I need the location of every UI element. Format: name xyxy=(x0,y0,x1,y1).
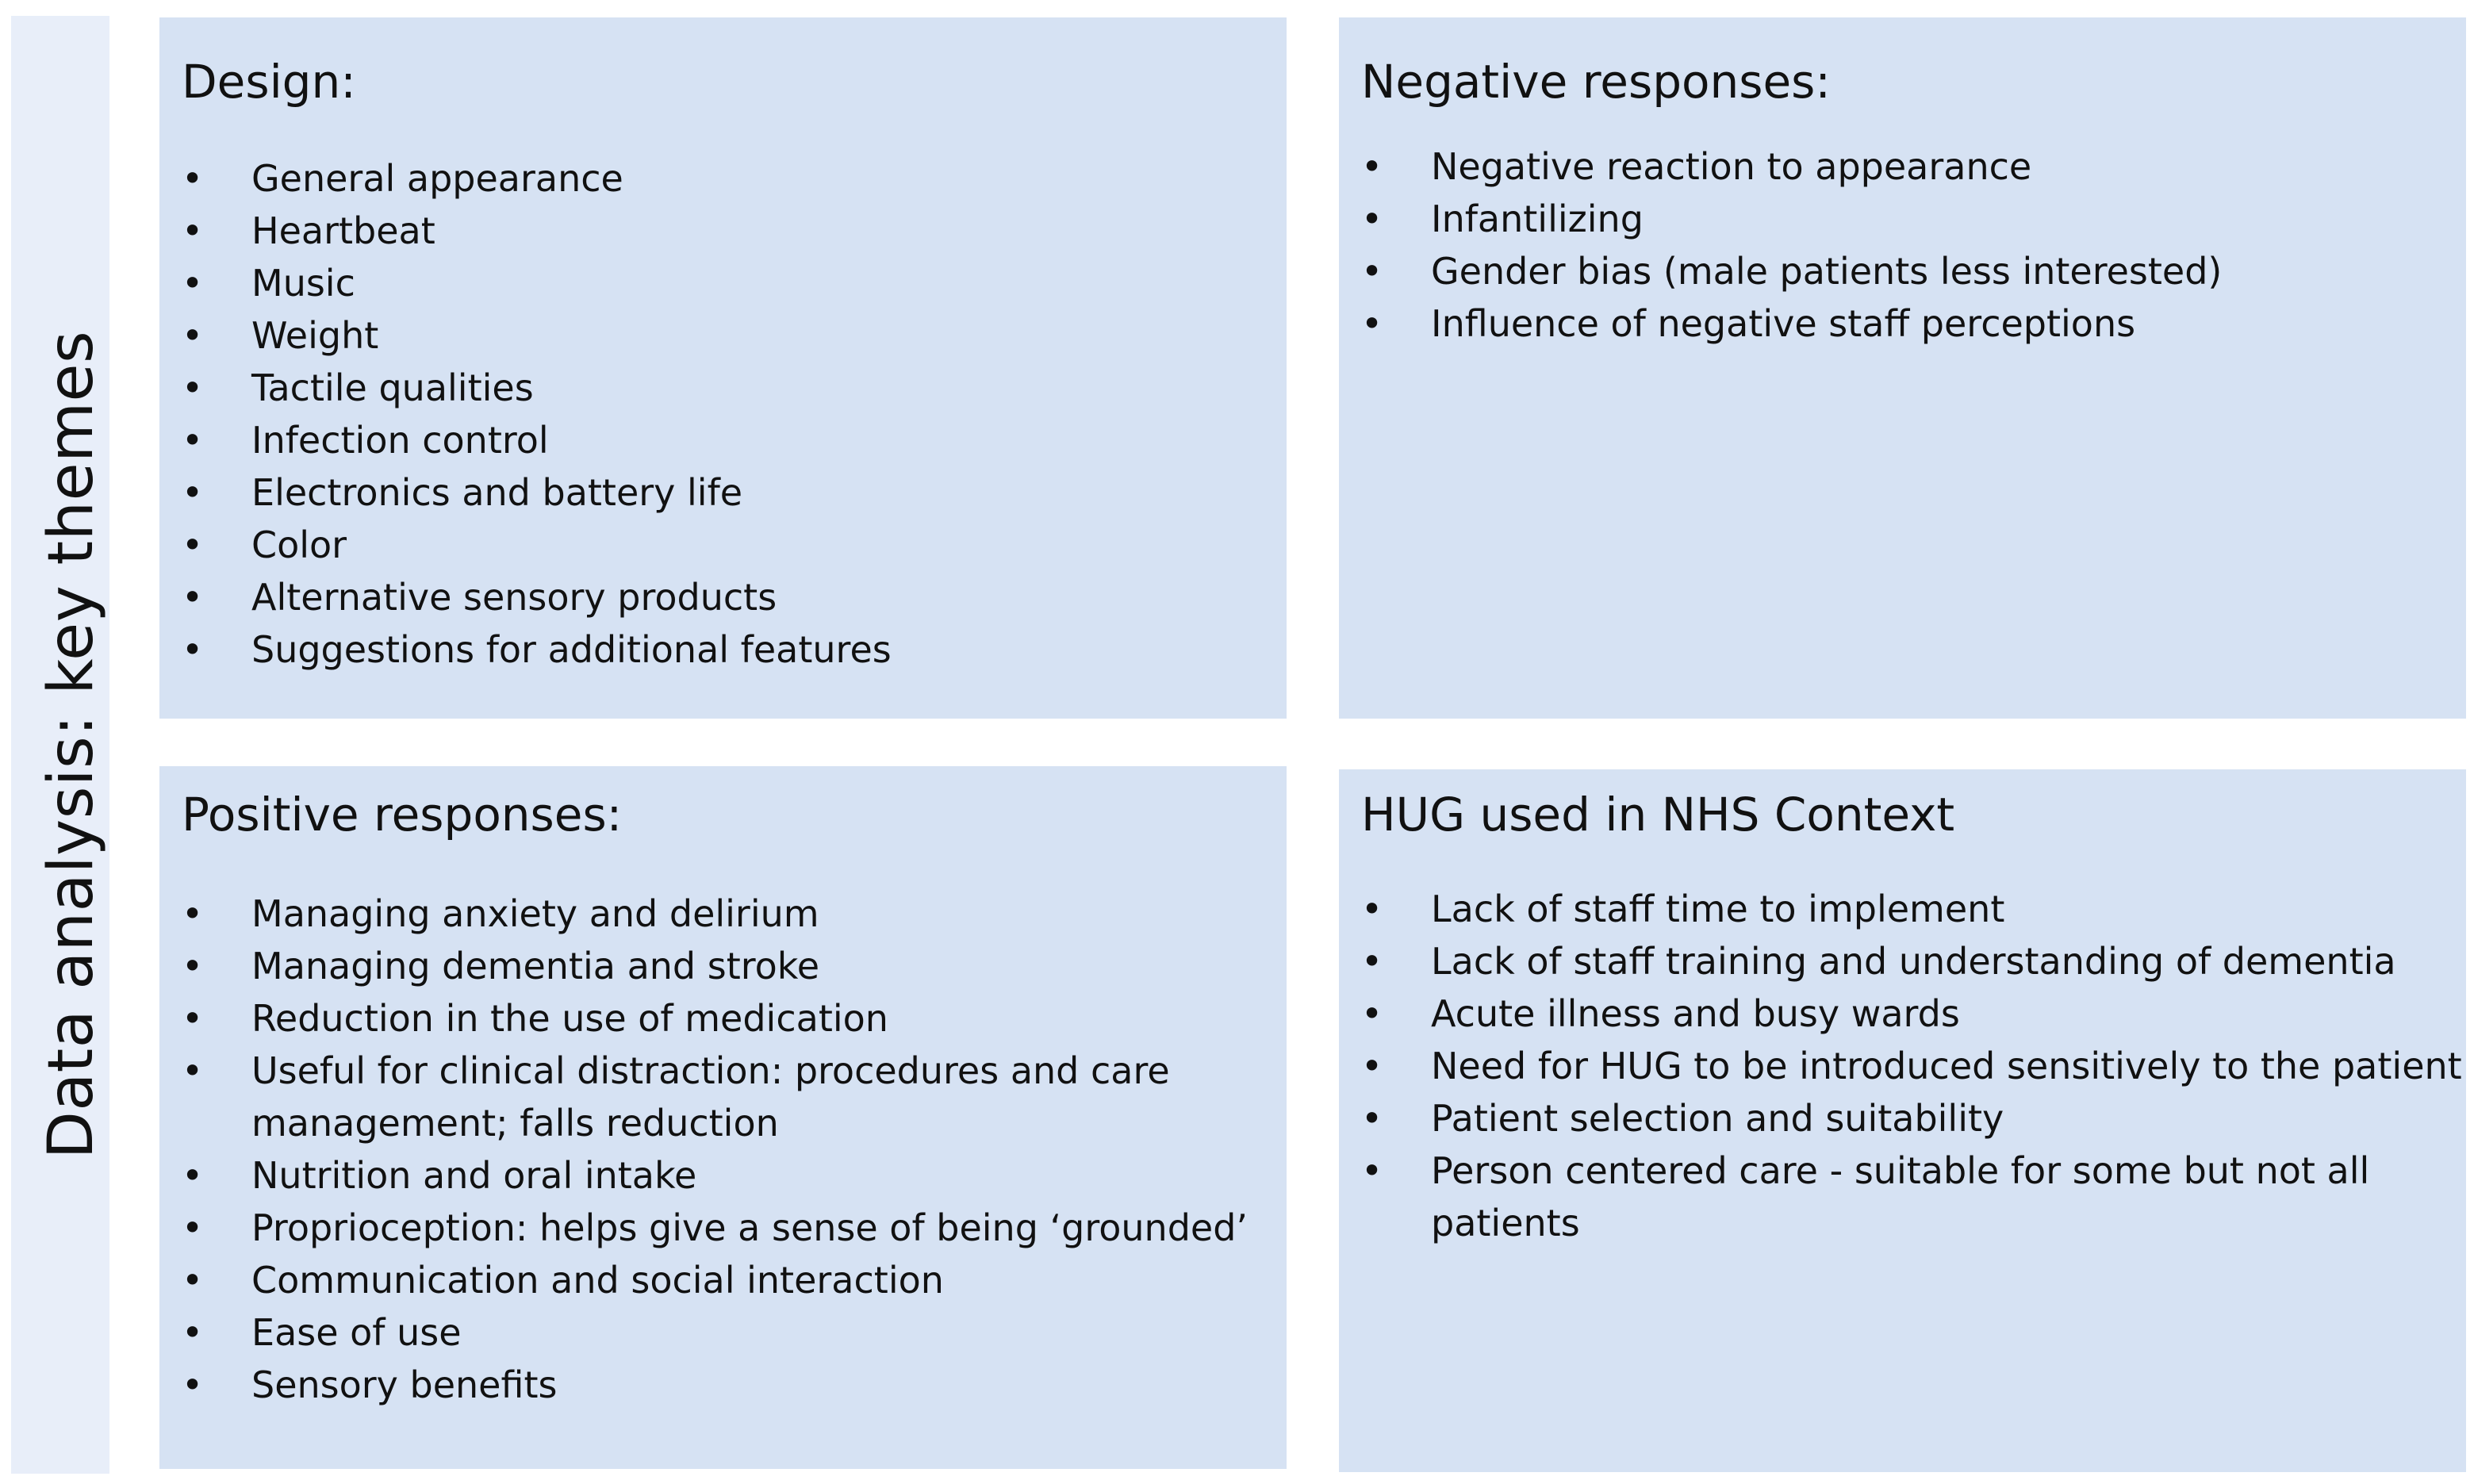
list-item: • Need for HUG to be introduced sensitively to the patient xyxy=(1361,1040,2462,1092)
bullet: • xyxy=(182,1259,204,1302)
list-item: • Lack of staff time to implement xyxy=(1361,883,2462,935)
positive-list xyxy=(182,888,1248,1411)
bullet: • xyxy=(182,419,204,462)
hug-nhs-list xyxy=(1361,883,2462,1249)
list-item: • Proprioception: helps give a sense of being ‘grounded’ xyxy=(182,1202,1248,1254)
list-item: • Heartbeat xyxy=(182,205,892,257)
list-item: • Patient selection and suitability xyxy=(1361,1092,2462,1145)
bullet: • xyxy=(182,1206,204,1249)
bullet: • xyxy=(1361,197,1383,240)
hug-nhs-panel xyxy=(1339,769,2466,1472)
list-item: • Gender bias (male patients less interested) xyxy=(1361,245,2222,297)
list-item: • Color xyxy=(182,519,892,571)
design-title: Design: xyxy=(182,55,356,109)
list-item: • Infantilizing xyxy=(1361,193,2222,245)
list-item: • Person centered care - suitable for some but not all patients xyxy=(1361,1145,2446,1249)
bullet: • xyxy=(1361,888,1383,930)
list-item: • Weight xyxy=(182,309,892,362)
bullet: • xyxy=(182,892,204,935)
negative-title: Negative responses: xyxy=(1361,55,1831,109)
bullet: • xyxy=(1361,992,1383,1035)
positive-title: Positive responses: xyxy=(182,788,623,842)
bullet: • xyxy=(1361,1045,1383,1087)
bullet: • xyxy=(182,471,204,514)
bullet: • xyxy=(182,945,204,987)
negative-list xyxy=(1361,140,2222,350)
list-item: • Reduction in the use of medication xyxy=(182,992,1248,1045)
design-panel xyxy=(159,17,1287,719)
side-bar xyxy=(11,16,109,1474)
bullet: • xyxy=(182,1363,204,1406)
design-list xyxy=(182,152,892,676)
list-item: • Managing dementia and stroke xyxy=(182,940,1248,992)
bullet: • xyxy=(182,157,204,200)
negative-panel xyxy=(1339,17,2466,719)
bullet: • xyxy=(182,628,204,671)
list-item: • Communication and social interaction xyxy=(182,1254,1248,1306)
list-item: • General appearance xyxy=(182,152,892,205)
list-item: • Alternative sensory products xyxy=(182,571,892,623)
list-item: • Negative reaction to appearance xyxy=(1361,140,2222,193)
bullet: • xyxy=(182,1154,204,1197)
list-item: • Acute illness and busy wards xyxy=(1361,987,2462,1040)
list-item: • Nutrition and oral intake xyxy=(182,1149,1248,1202)
bullet: • xyxy=(182,523,204,566)
bullet: • xyxy=(182,576,204,619)
bullet: • xyxy=(1361,1097,1383,1140)
list-item: • Sensory benefits xyxy=(182,1359,1248,1411)
positive-panel xyxy=(159,766,1287,1469)
list-item: • Electronics and battery life xyxy=(182,466,892,519)
bullet: • xyxy=(1361,940,1383,983)
list-item: • Music xyxy=(182,257,892,309)
list-item: • Infection control xyxy=(182,414,892,466)
bullet: • xyxy=(182,314,204,357)
bullet: • xyxy=(182,262,204,305)
side-title: Data analysis: key themes xyxy=(36,330,107,1160)
bullet: • xyxy=(182,209,204,252)
list-item: • Influence of negative staff perceptions xyxy=(1361,297,2222,350)
bullet: • xyxy=(182,1049,204,1092)
bullet: • xyxy=(1361,302,1383,345)
bullet: • xyxy=(1361,1149,1383,1192)
bullet: • xyxy=(1361,145,1383,188)
list-item: • Managing anxiety and delirium xyxy=(182,888,1248,940)
list-item: • Ease of use xyxy=(182,1306,1248,1359)
bullet: • xyxy=(182,997,204,1040)
list-item: • Lack of staff training and understanding of dementia xyxy=(1361,935,2462,987)
list-item: • Tactile qualities xyxy=(182,362,892,414)
list-item: • Suggestions for additional features xyxy=(182,623,892,676)
bullet: • xyxy=(182,366,204,409)
bullet: • xyxy=(182,1311,204,1354)
bullet: • xyxy=(1361,250,1383,293)
hug-nhs-title: HUG used in NHS Context xyxy=(1361,788,1955,842)
list-item: • Useful for clinical distraction: procedures and care management; falls reduction xyxy=(182,1045,1203,1149)
